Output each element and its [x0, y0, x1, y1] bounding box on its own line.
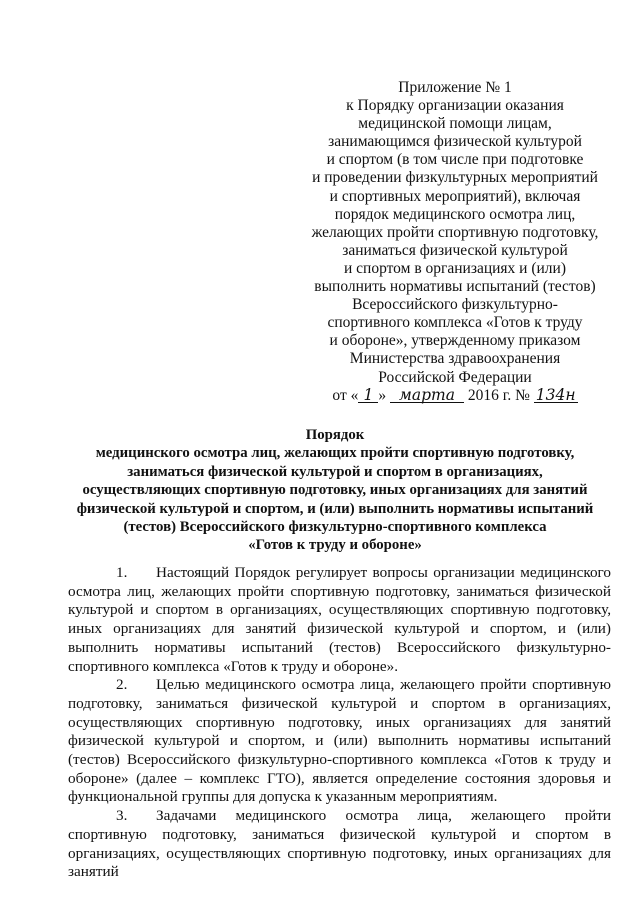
appendix-line: Приложение № 1: [398, 79, 512, 96]
date-prefix: от «: [332, 386, 359, 404]
appendix-line: и проведении физкультурных мероприятий: [312, 169, 598, 187]
appendix-line: выполнить нормативы испытаний (тестов): [314, 278, 596, 296]
date-year: 2016 г. №: [467, 386, 530, 404]
title-line: осуществляющих спортивную подготовку, иных организациях для занятий: [82, 482, 588, 499]
appendix-line: занимающимся физической культурой: [328, 133, 582, 151]
appendix-line: желающих пройти спортивную подготовку,: [311, 223, 599, 241]
paragraph-text: Задачами медицинского осмотра лица, желающего пройти спортивную подготовку, заниматься физической культурой и спортом в организациях, осуществляющих спортивную подготовку, иных организациях для занятий: [68, 807, 611, 881]
paragraph-number: 3.: [116, 807, 128, 825]
paragraph-text: Настоящий Порядок регулирует вопросы организации медицинского осмотра лиц, желающих пройти спортивную подготовку, заниматься физической культурой и спортом в организациях, осуществляющих спортивную подготовку, иных организациях для занятий физической культурой и спортом, и (или) выполнить нормативы испытаний (тестов) Всероссийского физкультурно-спортивного комплекса «Готов к труду и обороне».: [68, 564, 611, 675]
appendix-line: и спортивных мероприятий), включая: [329, 187, 581, 205]
document-title: [40, 426, 630, 555]
title-line: «Готов к труду и обороне»: [248, 537, 422, 554]
appendix-line: заниматься физической культурой: [342, 241, 568, 259]
paragraph-2: [68, 676, 611, 807]
appendix-header: [290, 79, 620, 405]
appendix-line: Министерства здравоохранения: [349, 350, 561, 368]
paragraph-3: [68, 807, 611, 882]
handwritten-month: марта: [390, 388, 464, 403]
appendix-line: и обороне», утвержденному приказом: [329, 332, 581, 350]
title-line: (тестов) Всероссийского физкультурно-спортивного комплекса: [123, 519, 547, 536]
appendix-line: порядок медицинского осмотра лиц,: [334, 205, 576, 223]
appendix-line: медицинской помощи лицам,: [358, 115, 552, 133]
handwritten-order-number: 134н: [535, 385, 576, 404]
order-date-line: [290, 387, 620, 405]
appendix-line: и спортом в организациях и (или): [343, 259, 567, 277]
appendix-line: спортивного комплекса «Готов к труду: [327, 314, 583, 332]
handwritten-day: 1: [358, 388, 378, 403]
date-close: »: [378, 386, 387, 404]
appendix-line: и спортом (в том числе при подготовке: [326, 151, 584, 169]
title-line: заниматься физической культурой и спортом в организациях,: [127, 463, 543, 480]
paragraph-1: [68, 564, 611, 676]
document-body: [68, 564, 611, 882]
paragraph-text: Целью медицинского осмотра лица, желающего пройти спортивную подготовку, заниматься физической культурой и спортом в организациях, осуществляющих спортивную подготовку, иных организациях для занятий физической культурой и спортом, и (или) выполнить нормативы испытаний (тестов) Всероссийского физкультурно-спортивного комплекса «Готов к труду и обороне» (далее – комплекс ГТО), является определение состояния здоровья и функциональной группы для допуска к указанным мероприятиям.: [68, 676, 611, 806]
appendix-line: Всероссийского физкультурно-: [352, 296, 558, 314]
title-line: физической культурой и спортом, и (или) выполнить нормативы испытаний: [76, 500, 594, 517]
paragraph-number: 1.: [116, 564, 128, 581]
title-line: медицинского осмотра лиц, желающих пройти спортивную подготовку,: [95, 445, 575, 462]
title-line: Порядок: [305, 427, 365, 443]
appendix-line: Российской Федерации: [378, 368, 532, 386]
paragraph-number: 2.: [116, 676, 128, 694]
appendix-line: к Порядку организации оказания: [346, 97, 564, 115]
